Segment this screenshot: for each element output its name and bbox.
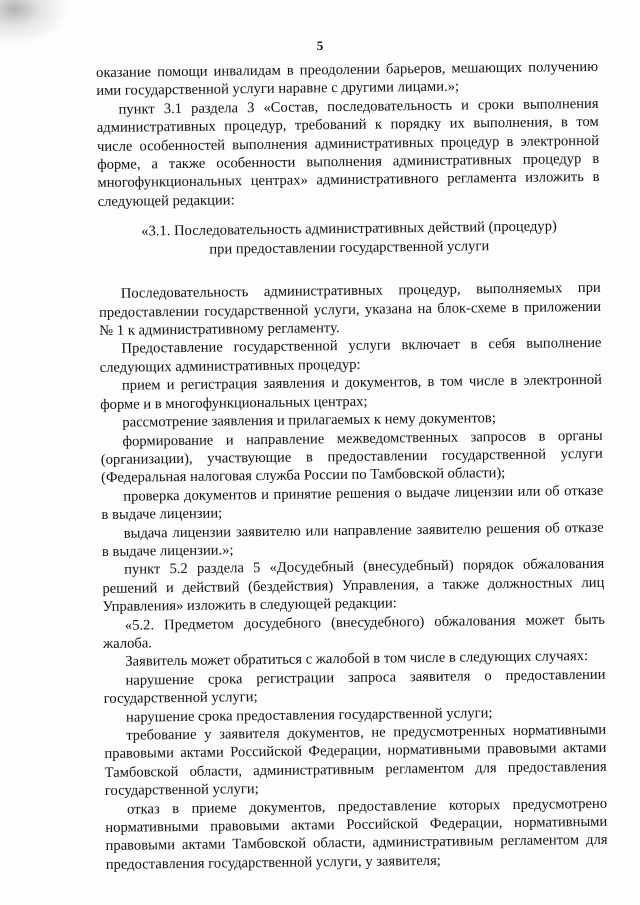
- section-heading-line1: «3.1. Последовательность административных действий (процедур): [141, 218, 557, 240]
- section-heading: [98, 217, 600, 261]
- paragraph: пункт 3.1 раздела 3 «Состав, последовательность и сроки выполнения административных процедур, требований к порядку их выполнения, в том числе особенностей выполнения административных процедур в электронной форме, а также особенности выполнения административных процедур в многофункциональных центрах» административного регламента изложить в следующей редакции:: [96, 95, 600, 210]
- list-item: формирование и направление межведомственных запросов в органы (организации), участвующие в предоставлении государственной услуги (Федеральная налоговая служба России по Тамбовской области);: [100, 427, 603, 487]
- list-item: проверка документов и принятие решения о выдаче лицензии или об отказе в выдаче лицензии;: [101, 482, 604, 524]
- list-item: прием и регистрация заявления и документов, в том числе в электронной форме и в многофункциональных центрах;: [100, 372, 602, 413]
- list-item: требование у заявителя документов, не предусмотренных нормативными правовыми актами Российской Федерации, нормативными правовыми актами Тамбовской области, административным регламентом для предоставления государственной услуги;: [104, 721, 607, 800]
- paragraph: пункт 5.2 раздела 5 «Досудебный (внесудебный) порядок обжалования решений и действий (бездействия) Управления, а также должностных лиц Управления» изложить в следующей редакции:: [102, 556, 605, 616]
- list-item: нарушение срока регистрации запроса заявителя о предоставлении государственной услуги;: [103, 666, 606, 708]
- paragraph: Последовательность административных процедур, выполняемых при предоставлении государственной услуги, указана на блок-схеме в приложении № 1 к административному регламенту.: [98, 280, 602, 340]
- list-item: рассмотрение заявления и прилагаемых к нему документов;: [122, 410, 496, 431]
- list-item: отказ в приеме документов, предоставление которых предусмотрено нормативными правовыми актами Российской Федерации, нормативными правовыми актами Тамбовской области, административным регламентом для предоставления государственной услуги, у заявителя;: [105, 795, 608, 873]
- paragraph: оказание помощи инвалидам в преодолении барьеров, мешающих получению ими государственной услуги наравне с другими лицами.»;: [96, 58, 599, 100]
- document-body: [96, 58, 608, 874]
- paragraph: «5.2. Предметом досудебного (внесудебного) обжалования может быть жалоба.: [102, 611, 605, 652]
- paragraph: Заявитель может обратиться с жалобой в том числе в следующих случаях:: [125, 648, 589, 671]
- section-heading-line2: при предоставлении государственной услуги: [209, 238, 490, 258]
- list-item: нарушение срока предоставления государственной услуги;: [125, 704, 493, 726]
- page-number: 5: [316, 38, 324, 53]
- paragraph: Предоставление государственной услуги включает в себя выполнение следующих административных процедур:: [99, 335, 602, 376]
- list-item: выдача лицензии заявителю или направление заявителю решения об отказе в выдаче лицензии.»;: [101, 519, 604, 560]
